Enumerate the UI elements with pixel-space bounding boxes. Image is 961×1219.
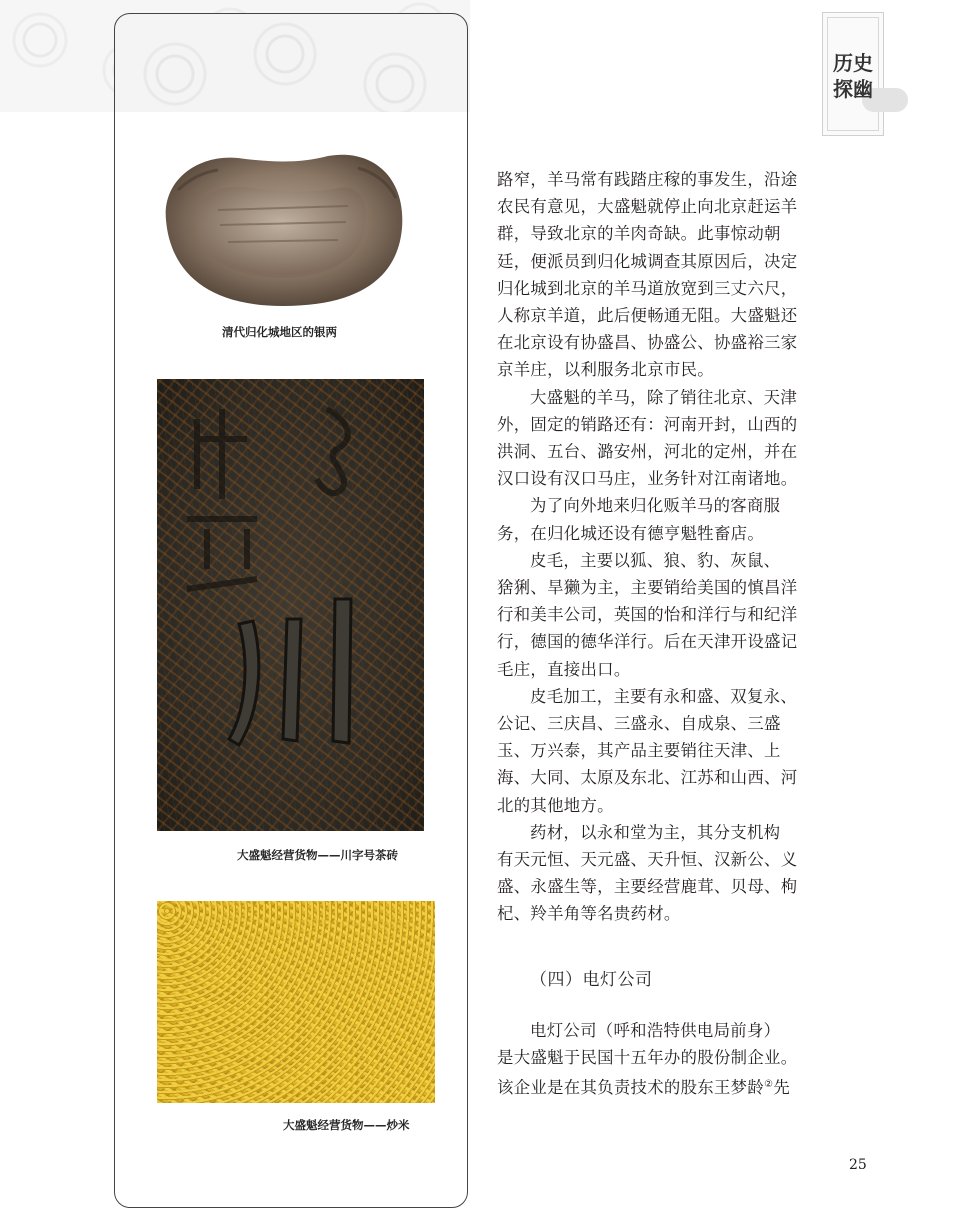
section-heading: （四）电灯公司 bbox=[530, 970, 653, 990]
text-line: 汉口设有汉口马庄，业务针对江南诸地。 bbox=[497, 469, 798, 489]
text-line: 该企业是在其负责技术的股东王梦龄②先 bbox=[497, 1078, 791, 1098]
text-line: 是大盛魁于民国十五年办的股份制企业。 bbox=[497, 1048, 798, 1068]
text-line: 廷，便派员到归化城调查其原因后，决定 bbox=[497, 251, 798, 271]
tea-brick-inscription bbox=[157, 379, 424, 831]
text-line: 皮毛加工，主要有永和盛、双复永、 bbox=[530, 686, 798, 706]
fried-rice-photo bbox=[157, 901, 435, 1103]
silver-ingot-photo bbox=[158, 150, 408, 310]
text-line: 路窄，羊马常有践踏庄稼的事发生，沿途 bbox=[497, 170, 798, 189]
text-line: 群，导致北京的羊肉奇缺。此事惊动朝 bbox=[497, 224, 781, 244]
text-line: 为了向外地来归化贩羊马的客商服 bbox=[530, 496, 781, 516]
text-line: 外，固定的销路还有：河南开封，山西的 bbox=[497, 414, 798, 434]
section-badge-label: 历史 探幽 bbox=[833, 51, 873, 101]
article-body-continued bbox=[497, 1017, 847, 1102]
caption-fried-rice: 大盛魁经营货物——炒米 bbox=[283, 1118, 410, 1132]
footnote-marker[interactable]: ② bbox=[764, 1079, 774, 1091]
tea-brick-photo bbox=[157, 379, 424, 831]
text-line: 杞、羚羊角等名贵药材。 bbox=[497, 904, 681, 924]
text-line: 有天元恒、天元盛、天升恒、汉新公、义 bbox=[497, 850, 798, 870]
text-line: 公记、三庆昌、三盛永、自成泉、三盛 bbox=[497, 714, 781, 734]
text-line: 行和美丰公司，英国的怡和洋行与和纪洋 bbox=[497, 605, 798, 625]
text-line: 务，在归化城还设有德亨魁牲畜店。 bbox=[497, 523, 765, 543]
text-line: 皮毛，主要以狐、狼、豹、灰鼠、 bbox=[530, 550, 781, 570]
text-line: 归化城到北京的羊马道放宽到三丈六尺， bbox=[497, 278, 798, 298]
text-line: 洪洞、五台、潞安州，河北的定州，并在 bbox=[497, 442, 798, 462]
text-line: 大盛魁的羊马，除了销往北京、天津 bbox=[530, 387, 798, 407]
text-line: 盛、永盛生等，主要经营鹿茸、贝母、枸 bbox=[497, 877, 798, 897]
text-line: 海、大同、太原及东北、江苏和山西、河 bbox=[497, 768, 798, 788]
article-body bbox=[497, 166, 847, 928]
text-line: 在北京设有协盛昌、协盛公、协盛裕三家 bbox=[497, 333, 798, 353]
page-number: 25 bbox=[849, 1157, 867, 1173]
text-line: 京羊庄，以利服务北京市民。 bbox=[497, 360, 714, 380]
text-line: 玉、万兴泰，其产品主要销往天津、上 bbox=[497, 741, 781, 761]
text-line: 北的其他地方。 bbox=[497, 795, 614, 815]
text-line: 人称京羊道，此后便畅通无阻。大盛魁还 bbox=[497, 306, 798, 326]
text-line: 毛庄，直接出口。 bbox=[497, 659, 631, 679]
caption-tea-brick: 大盛魁经营货物——川字号茶砖 bbox=[237, 848, 398, 862]
text-line: 电灯公司（呼和浩特供电局前身） bbox=[530, 1021, 781, 1040]
text-line: 行，德国的德华洋行。后在天津开设盛记 bbox=[497, 632, 798, 652]
caption-silver-ingot: 清代归化城地区的银两 bbox=[222, 325, 337, 339]
text-line: 药材，以永和堂为主，其分支机构 bbox=[530, 822, 781, 842]
text-line: 猞猁、旱獭为主，主要销给美国的慎昌洋 bbox=[497, 578, 798, 598]
text-line: 农民有意见，大盛魁就停止向北京赶运羊 bbox=[497, 197, 798, 217]
